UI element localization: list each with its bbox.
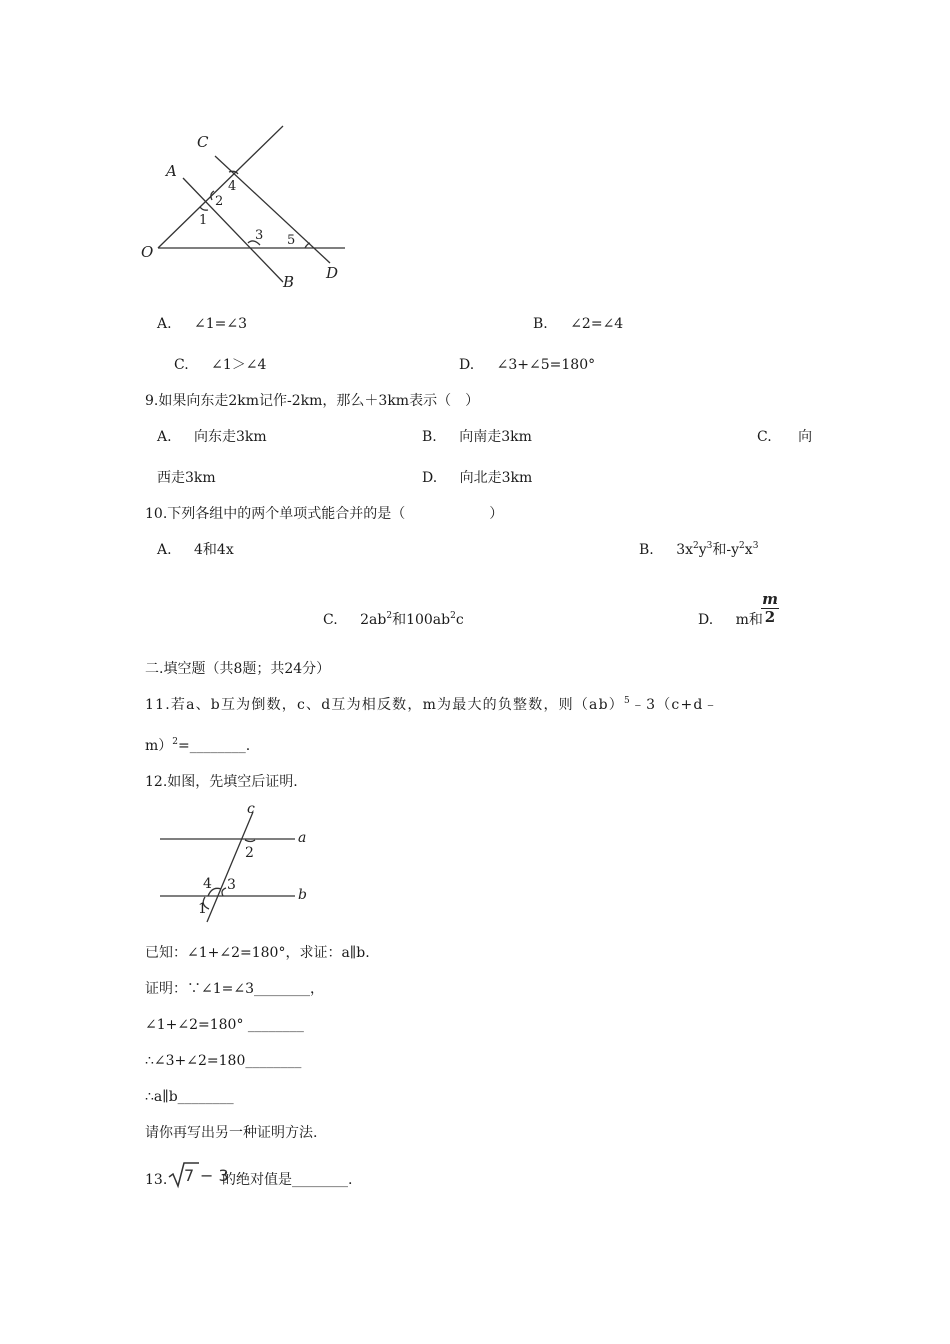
q8-option-a	[157, 317, 247, 331]
q9-option-c-letter: C.	[757, 429, 772, 445]
q13-number: 13.	[145, 1172, 168, 1188]
label-b: b	[298, 887, 307, 903]
q10-option-c-letter: C.	[323, 612, 338, 628]
label-angle-3: 3	[255, 228, 264, 243]
q8-option-a-text: ∠1=∠3	[194, 316, 248, 332]
q10-option-d-letter: D.	[698, 612, 714, 628]
q12-ask: 请你再写出另一种证明方法.	[145, 1125, 318, 1141]
q12-proof-3: ∴∠3+∠2=180________	[145, 1053, 302, 1069]
q8-option-c	[174, 358, 266, 372]
q10-option-d-text: m和	[735, 612, 763, 628]
label-a: a	[298, 830, 307, 846]
q8-option-d	[459, 358, 595, 372]
q10-option-b-text: $3x^2y^3$和$-y^2x^3$	[676, 541, 759, 558]
q11-line1: 11.若a、b互为倒数，c、d互为相反数，m为最大的负整数，则（ab）$^5$﹣3（c+d﹣	[145, 696, 719, 713]
q13-radicand: 7	[184, 1166, 195, 1185]
label-angle-3: 3	[227, 877, 236, 893]
q10-option-c-text: $2ab^2$和$100ab^2c$	[360, 611, 464, 628]
q11-line2: m）$^2$=________.	[145, 737, 251, 754]
q10-option-d	[698, 613, 763, 627]
fraction-numerator: m	[762, 590, 778, 608]
label-angle-4: 4	[203, 876, 212, 892]
q10-option-c	[323, 613, 464, 627]
angle-arc-1	[200, 207, 208, 210]
line-c	[207, 812, 253, 922]
q9-option-b-letter: B.	[422, 429, 437, 445]
angle-arc-2	[245, 840, 255, 842]
q9-option-c-text: 向	[798, 429, 813, 445]
fraction-denominator: 2	[764, 608, 776, 626]
q8-option-b	[533, 317, 623, 331]
q8-option-c-letter: C.	[174, 357, 189, 373]
q8-option-b-text: ∠2=∠4	[570, 316, 624, 332]
q10-option-b	[639, 543, 758, 557]
q8-option-c-text: ∠1＞∠4	[211, 357, 267, 373]
label-angle-5: 5	[287, 233, 296, 248]
q9-option-c	[757, 430, 812, 444]
q9-option-a-letter: A.	[157, 429, 172, 445]
label-angle-2: 2	[245, 845, 254, 861]
q10-option-b-letter: B.	[639, 542, 654, 558]
q9-stem: 9.如果向东走2km记作-2km，那么＋3km表示（ ）	[145, 393, 480, 409]
q8-option-d-text: ∠3+∠5=180°	[496, 357, 596, 373]
q12-proof-2: ∠1+∠2=180° ________	[145, 1017, 304, 1033]
q12-proof-1: 证明：∵∠1=∠3________，	[145, 981, 325, 997]
q9-option-b	[422, 430, 532, 444]
label-c: c	[247, 801, 255, 817]
fraction-m-over-2	[759, 592, 781, 625]
q13-tail: 的绝对值是________.	[222, 1172, 353, 1188]
figure-parallel-lines-1	[130, 120, 360, 295]
q9-option-c-wrap: 西走3km	[157, 470, 216, 486]
label-C: C	[197, 133, 209, 151]
q9-option-a	[157, 430, 267, 444]
label-angle-4: 4	[228, 179, 237, 194]
q12-stem: 12.如图，先填空后证明.	[145, 774, 298, 790]
q9-option-d	[422, 471, 532, 485]
q10-option-a	[157, 543, 234, 557]
q8-option-d-letter: D.	[459, 357, 475, 373]
q12-proof-4: ∴a∥b________	[145, 1089, 234, 1105]
angle-arc-3	[222, 888, 226, 896]
q9-option-b-text: 向南走3km	[459, 429, 532, 445]
figure-parallel-lines-2	[155, 800, 325, 925]
section-title: 二.填空题（共8题；共24分）	[145, 661, 331, 677]
line-OC	[158, 126, 283, 248]
q9-option-d-letter: D.	[422, 470, 438, 486]
q8-option-b-letter: B.	[533, 316, 548, 332]
label-angle-1: 1	[198, 901, 207, 917]
label-A: A	[166, 162, 177, 180]
label-D: D	[326, 264, 339, 282]
q13-minus-3: − 3	[200, 1166, 229, 1185]
line-CD	[215, 156, 330, 263]
angle-arc-5	[305, 243, 310, 248]
q9-option-d-text: 向北走3km	[459, 470, 533, 486]
label-B: B	[283, 273, 295, 291]
q10-stem: 10.下列各组中的两个单项式能合并的是（ ）	[145, 506, 504, 522]
q8-option-a-letter: A.	[157, 316, 172, 332]
label-angle-1: 1	[199, 213, 208, 228]
label-O: O	[141, 243, 154, 261]
label-angle-2: 2	[215, 194, 224, 209]
q10-option-a-text: 4和4x	[194, 542, 234, 558]
q9-option-a-text: 向东走3km	[194, 429, 267, 445]
q12-given: 已知：∠1+∠2=180°，求证：a∥b.	[145, 945, 370, 961]
q10-option-a-letter: A.	[157, 542, 172, 558]
